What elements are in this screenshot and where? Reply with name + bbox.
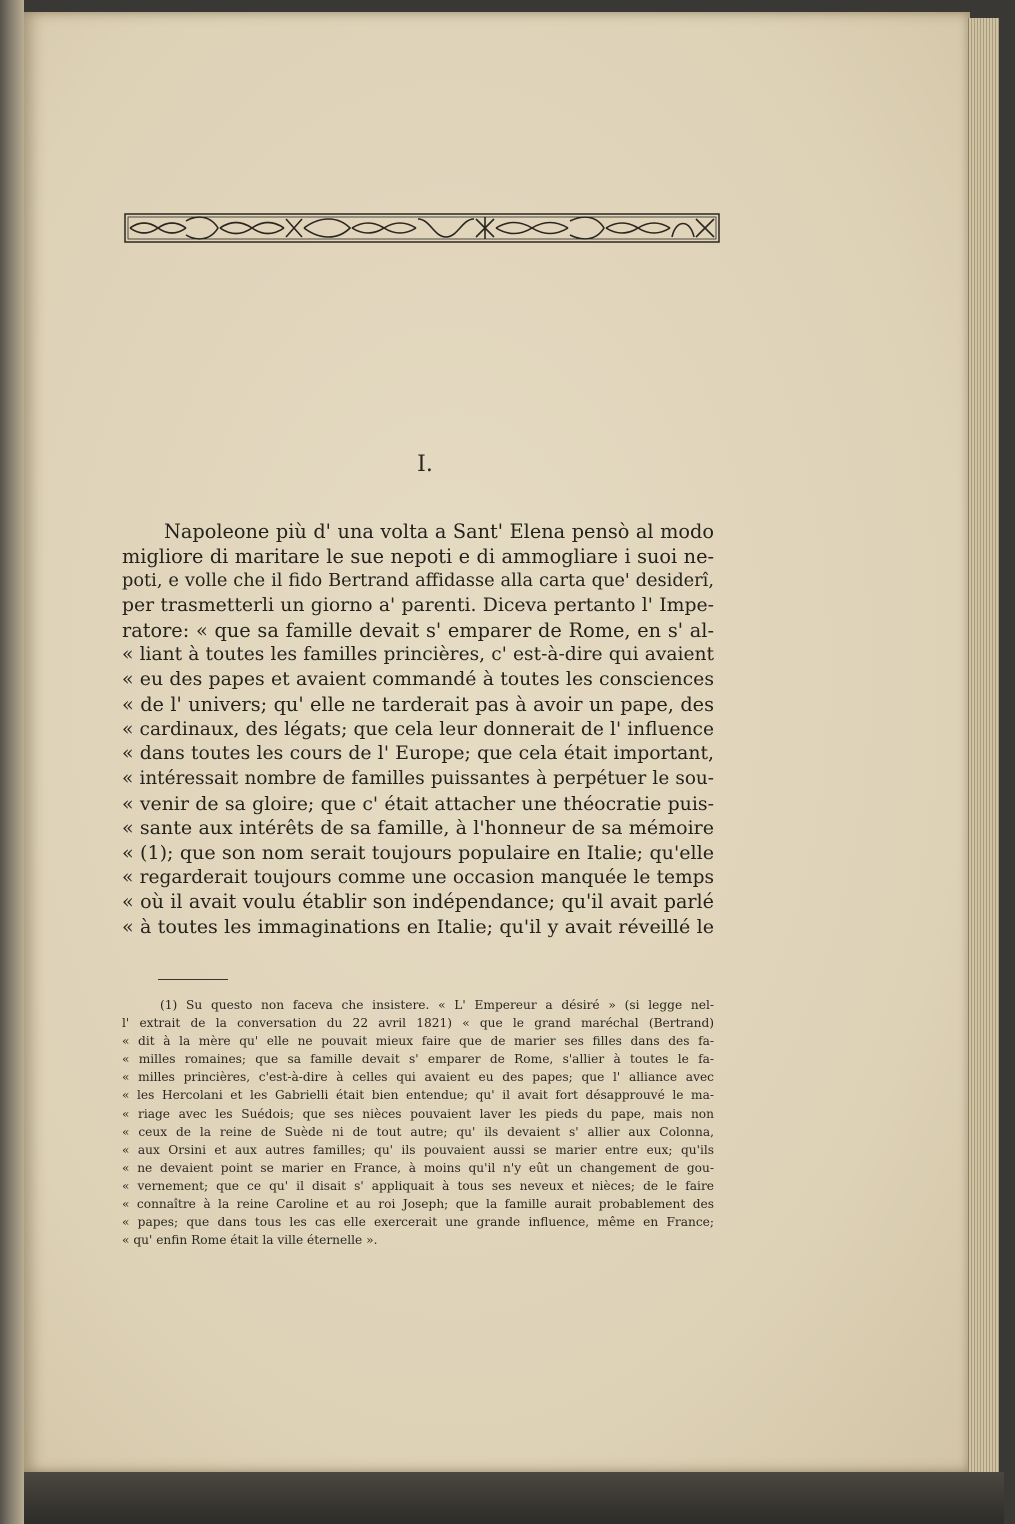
text-line: ratore: « que sa famille devait s' emparer de Rome, en s' al- (122, 618, 714, 642)
page-edges (968, 18, 999, 1478)
decorative-band-ornament (124, 213, 720, 243)
footnote-line: « les Hercolani et les Gabrielli était bien entendue; qu' il avait fort désapprouvé le ma- (122, 1088, 714, 1103)
footnote-line: « riage avec les Suédois; que ses nièces pouvaient laver les pieds du pape, mais non (122, 1106, 714, 1121)
footnote (122, 996, 714, 1249)
text-line: « à toutes les immaginations en Italie; qu'il y avait réveillé le (122, 916, 714, 938)
footnote-separator (158, 979, 228, 980)
text-line: poti, e volle che il fido Bertrand affidasse alla carta que' desiderî, (122, 571, 714, 592)
scan-background (24, 1472, 1004, 1524)
footnote-line: « dit à la mère qu' elle ne pouvait mieux faire que de marier ses filles dans des fa- (122, 1034, 714, 1049)
text-line: « où il avait voulu établir son indépendance; qu'il avait parlé (122, 890, 714, 914)
text-line: « eu des papes et avaient commandé à toutes les consciences (122, 669, 714, 691)
text-line: « regarderait toujours comme une occasion manquée le temps (122, 866, 714, 888)
text-line: « de l' univers; qu' elle ne tarderait pas à avoir un pape, des (122, 692, 714, 716)
footnote-line: « qu' enfin Rome était la ville éternelle ». (122, 1233, 378, 1248)
footnote-line: « milles romaines; que sa famille devait s' emparer de Rome, s'allier à toutes le fa- (122, 1052, 714, 1067)
text-line: « liant à toutes les familles princières, c' est-à-dire qui avaient (122, 644, 714, 666)
text-line: per trasmetterli un giorno a' parenti. Diceva pertanto l' Impe- (122, 595, 714, 617)
text-line: « (1); que son nom serait toujours populaire en Italie; qu'elle (122, 840, 714, 864)
footnote-line: « papes; que dans tous les cas elle exercerait une grande influence, même en France; (122, 1215, 714, 1230)
main-text (122, 520, 714, 940)
text-line: Napoleone più d' una volta a Sant' Elena pensò al modo (164, 520, 714, 543)
footnote-line: « milles princières, c'est-à-dire à celles qui avaient eu des papes; que l' alliance avec (122, 1070, 714, 1085)
text-line: « dans toutes les cours de l' Europe; que cela était important, (122, 743, 714, 765)
text-line: « intéressait nombre de familles puissantes à perpétuer le sou- (122, 767, 714, 789)
footnote-line: « ceux de la reine de Suède ni de tout autre; qu' ils devaient s' allier aux Colonna, (122, 1124, 714, 1139)
footnote-line: « aux Orsini et aux autres familles; qu' ils pouvaient aussi se marier entre eux; qu'ils (122, 1142, 714, 1157)
chapter-heading: I. (417, 452, 433, 477)
footnote-line: « connaître à la reine Caroline et au roi Joseph; que la famille aurait probablement des (122, 1197, 714, 1212)
text-line: « sante aux intérêts de sa famille, à l'honneur de sa mémoire (122, 817, 714, 840)
book-gutter (0, 0, 24, 1524)
text-line: « venir de sa gloire; que c' était attacher une théocratie puis- (122, 792, 714, 815)
footnote-line: « ne devaient point se marier en France, à moins qu'il n'y eût un changement de gou- (122, 1160, 714, 1175)
footnote-line: « vernement; que ce qu' il disait s' appliquait à tous ses neveux et nièces; de le faire (122, 1178, 714, 1193)
footnote-line: l' extrait de la conversation du 22 avril 1821) « que le grand maréchal (Bertrand) (122, 1016, 714, 1031)
text-line: « cardinaux, des légats; que cela leur donnerait de l' influence (122, 718, 714, 740)
footnote-line: (1) Su questo non faceva che insistere. « L' Empereur a désiré » (si legge nel- (160, 998, 714, 1012)
text-line: migliore di maritare le sue nepoti e di ammogliare i suoi ne- (122, 544, 714, 568)
